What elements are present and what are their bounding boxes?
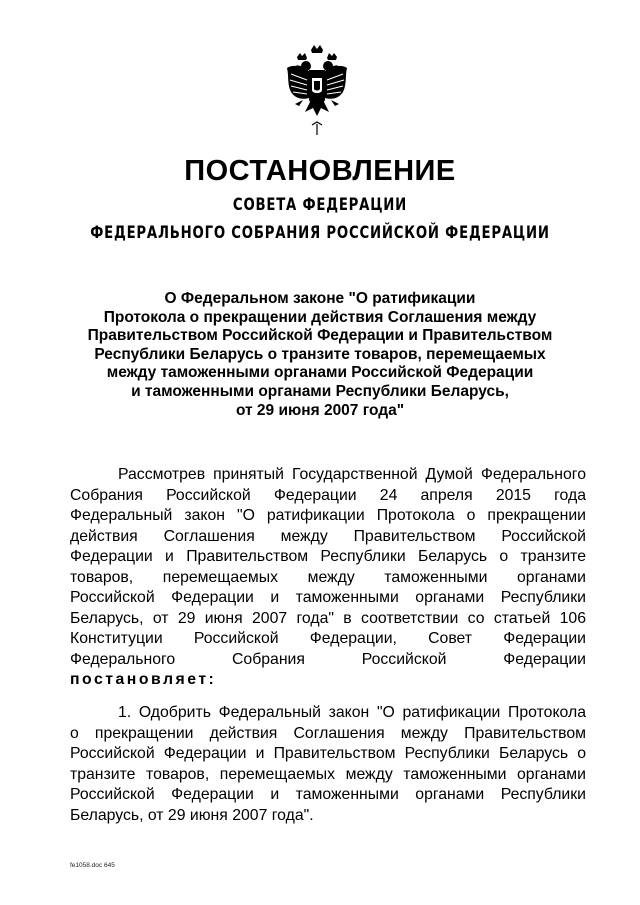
subject-line: Республики Беларусь о транзите товаров, перемещаемых [94, 345, 546, 363]
document-type-title: ПОСТАНОВЛЕНИЕ [184, 155, 456, 187]
issuer-line-2: ФЕДЕРАЛЬНОГО СОБРАНИЯ РОССИЙСКОЙ ФЕДЕРАЦИИ [90, 223, 550, 243]
subject-line: и таможенными органами Республики Беларусь, [131, 382, 509, 400]
preamble-line: товаров, перемещаемых между таможенными органами [70, 568, 586, 586]
item-line: Российской Федерации и таможенными органами Республики [70, 786, 586, 803]
preamble-line: действия Соглашения между Правительством Российской [70, 527, 586, 545]
preamble-line: Собрания Российской Федерации 24 апреля 2015 года [70, 486, 586, 504]
coat-of-arms-icon [283, 44, 351, 136]
subject-line: Правительством Российской Федерации и Правительством [87, 327, 553, 345]
preamble-line: Федеральный закон "О ратификации Протокола о прекращении [70, 507, 586, 524]
preamble-line: Беларусь, от 29 июня 2007 года" в соответствии со статьей 106 [70, 609, 586, 627]
preamble-line: Федерации и Правительством Республики Беларусь о транзите [70, 548, 586, 565]
preamble-line: Российской Федерации и таможенными органами Республики [70, 589, 586, 606]
decides-keyword: постановляет: [70, 671, 217, 688]
subject-line: О Федеральном законе "О ратификации [164, 290, 476, 307]
item-line: Беларусь, от 29 июня 2007 года". [70, 806, 314, 824]
subject-line: от 29 июня 2007 года" [235, 401, 405, 419]
item-line: 1. Одобрить Федеральный закон "О ратификации Протокола [118, 704, 586, 721]
item-line: транзите товаров, перемещаемых между таможенными органами [70, 765, 586, 783]
resolution-item-1 [70, 703, 586, 826]
subject-line: между таможенными органами Российской Федерации [106, 364, 534, 382]
item-line: Российской Федерации и Правительством Республики Беларусь о [70, 745, 586, 762]
issuer-line-1: СОВЕТА ФЕДЕРАЦИИ [232, 195, 408, 215]
preamble-line: Рассмотрев принятый Государственной Думой Федерального [118, 466, 586, 483]
preamble-line: Конституции Российской Федерации, Совет Федерации [70, 630, 586, 647]
footer-document-code: fe1058.doc 645 [70, 862, 115, 869]
subject-line: Протокола о прекращении действия Соглашения между [103, 308, 537, 326]
preamble-paragraph [70, 465, 586, 691]
document-subject [60, 290, 580, 420]
item-line: о прекращении действия Соглашения между Правительством [70, 724, 586, 742]
preamble-line: Федерального Собрания Российской Федерации [70, 650, 586, 668]
